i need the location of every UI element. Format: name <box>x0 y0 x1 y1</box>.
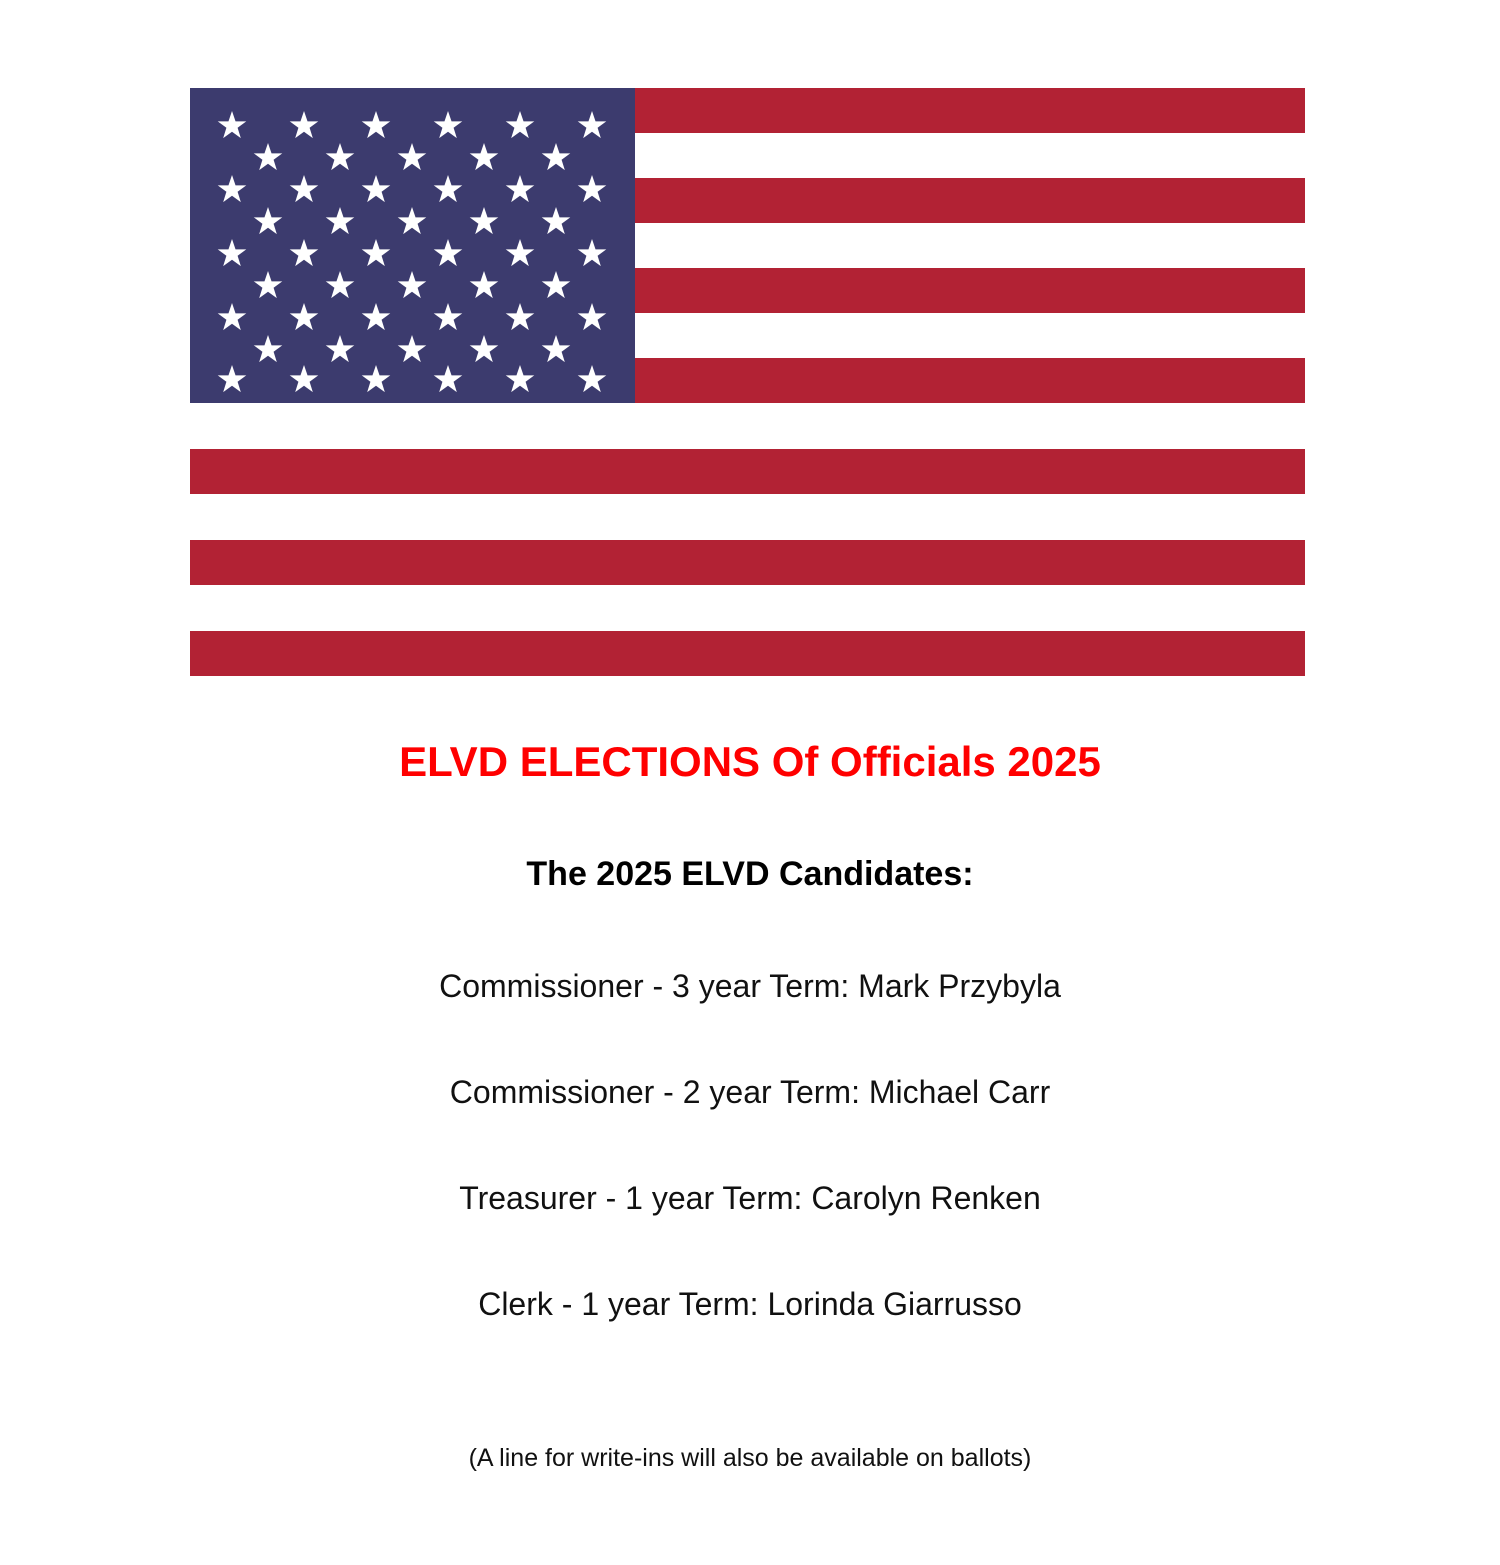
write-in-note: (A line for write-ins will also be available on ballots) <box>468 1444 1032 1472</box>
united-states-flag <box>190 88 1305 668</box>
candidate-line: Clerk - 1 year Term: Lorinda Giarrusso <box>478 1286 1022 1322</box>
candidate-line: Treasurer - 1 year Term: Carolyn Renken <box>459 1180 1041 1216</box>
candidate-line: Commissioner - 3 year Term: Mark Przybyla <box>439 968 1061 1004</box>
candidates-subtitle: The 2025 ELVD Candidates: <box>526 855 974 893</box>
flag-stripe <box>190 631 1305 676</box>
candidate-line: Commissioner - 2 year Term: Michael Carr <box>449 1074 1051 1110</box>
flag-stripe <box>190 449 1305 494</box>
flag-canton <box>190 88 635 403</box>
page-title: ELVD ELECTIONS Of Officials 2025 <box>399 738 1101 785</box>
flag-stripe <box>190 540 1305 585</box>
